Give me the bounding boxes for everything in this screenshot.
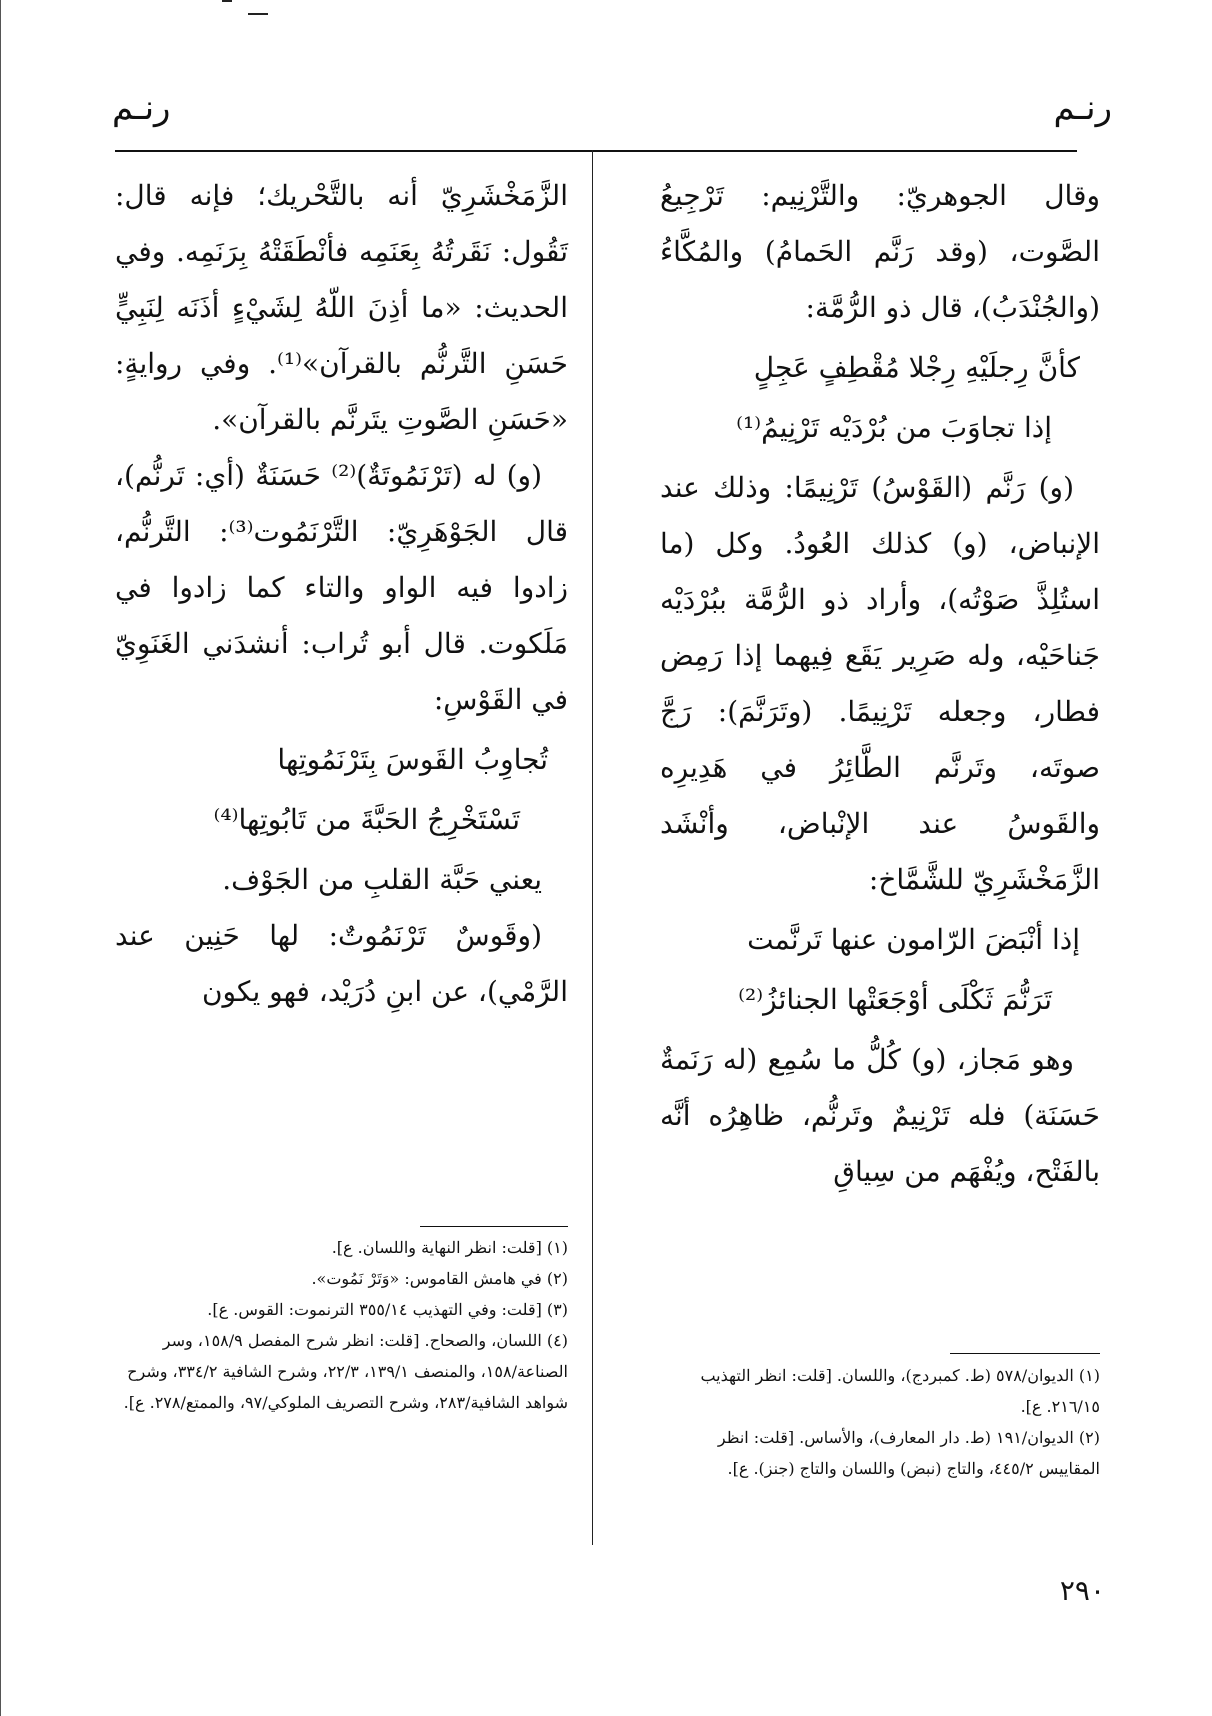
running-header-right: رنـم	[1053, 88, 1112, 128]
verse-line: تَرَنُّمَ ثَكْلَى أوْجَعَتْها الجنائزُ⁽²⁾	[738, 983, 1052, 1016]
verse-line: تَسْتَخْرِجُ الحَبَّةَ من تَابُوتِها⁽⁴⁾	[213, 803, 520, 836]
paragraph: (و) له (تَرْنَمُوتَةٌ)⁽²⁾ حَسَنَةٌ (أي: تَرنُّم)، قال الجَوْهَرِيّ: التَّرْنَمُوت⁽³⁾: التَّرنُّم، زادوا فيه الواو والتاء كما زادوا في مَلَكوت. قال أبو تُراب: أنشدَني الغَنَوِيّ في القَوْسِ:	[115, 459, 568, 716]
paragraph: وهو مَجاز، (و) كُلُّ ما سُمِع (له رَنَمةٌ حَسَنَة) فله تَرْنِيمٌ وتَرنُّم، ظاهِرُه أنَّه بالفَتْح، ويُفْهَم من سِياقِ	[660, 1043, 1100, 1188]
footnote: (٤) اللسان، والصحاح. [قلت: انظر شرح المفصل ١٥٨/٩، وسر الصناعة/١٥٨، والمنصف ١٣٩/١، ٢٢/٣، وشرح الشافية ٣٣٤/٢، وشرح شواهد الشافية/٢٨٣، وشرح التصريف الملوكي/٩٧، والممتع/٢٧٨. ع].	[123, 1331, 568, 1412]
footnote: (٣) [قلت: وفي التهذيب ٣٥٥/١٤ الترنموت: القوس. ع].	[207, 1300, 568, 1319]
footnotes-left	[115, 1232, 568, 1418]
footnote: (١) [قلت: انظر النهاية واللسان. ع].	[331, 1238, 568, 1257]
running-header-left: رنـم	[112, 88, 171, 128]
scan-top-mark	[248, 13, 268, 15]
footnote: (٢) الديوان/١٩١ (ط. دار المعارف)، والأساس. [قلت: انظر المقاييس ٤٤٥/٢، والتاج (نبض) واللسان والتاج (جنز). ع].	[717, 1428, 1100, 1478]
verse-line: إذا أنْبَضَ الرّامون عنها تَرنَّمت	[747, 923, 1080, 956]
right-column	[660, 168, 1100, 1200]
verse-line: كأنَّ رِجلَيْهِ رِجْلا مُقْطِفٍ عَجِلٍ	[753, 351, 1080, 384]
footnote: (٢) في هامش القاموس: «وَتَرْ نَمُوت».	[311, 1269, 568, 1288]
scan-left-edge	[0, 0, 1, 1716]
paragraph: (وقَوسٌ تَرْنَمُوتٌ: لها حَنِين عند الرَّمْي)، عن ابنِ دُرَيْد، فهو يكون	[115, 919, 568, 1008]
page-number: ٢٩٠	[1059, 1574, 1105, 1607]
footnotes-right	[660, 1360, 1100, 1484]
footnote-rule-left	[420, 1226, 568, 1227]
footnote: (١) الديوان/٥٧٨ (ط. كمبردج)، واللسان. [قلت: انظر التهذيب ٢١٦/١٥. ع].	[700, 1366, 1100, 1416]
header-rule	[115, 150, 1077, 152]
paragraph: (و) رَنَّم (القَوْسُ) تَرْنِيمًا: وذلك عند الإنباض، (و) كذلك العُودُ. وكل (ما استُلِذَّ صَوْتُه)، وأراد ذو الرُّمَّة ببُرْدَيْه جَناحَيْه، وله صَرِير يَقَع فِيهما إذا رَمِض فطار، وجعله تَرْنِيمًا. (وتَرَنَّمَ): رَجَّ صوتَه، وتَرنَّم الطَّائِرُ في هَدِيرِه والقَوسُ عند الإنْباض، وأنْشَد الزَّمَخْشَرِيّ للشَّمَّاخ:	[660, 471, 1100, 896]
scan-top-mark	[222, 0, 232, 2]
verse-line: تُجاوِبُ القَوسَ بِتَرْنَمُوتِها	[277, 743, 548, 776]
verse-line: إذا تجاوَبَ من بُرْدَيْه تَرْنِيمُ⁽¹⁾	[736, 411, 1052, 444]
footnote-rule-right	[950, 1353, 1100, 1354]
paragraph: وقال الجوهريّ: والتَّرْنِيم: تَرْجِيعُ الصَّوت، (وقد رَنَّم الحَمامُ) والمُكَّاءُ (والجُنْدَبُ)، قال ذو الرُّمَّة:	[660, 179, 1100, 324]
paragraph: يعني حَبَّة القلبِ من الجَوْف.	[222, 863, 542, 896]
column-divider	[592, 150, 593, 1545]
paragraph: الزَّمَخْشَرِيّ أنه بالتَّحْريك؛ فإنه قال: تَقُول: نَقَرتُهُ بِعَنَمِه فأنْطَقَتْهُ بِرَنَمِه. وفي الحديث: «ما أذِنَ اللّهُ لِشَيْءٍ أذَنَه لِنَبِيٍّ حَسَنِ التَّرنُّم بالقرآن»⁽¹⁾. وفي روايةٍ: «حَسَنِ الصَّوتِ يتَرنَّم بالقرآن».	[115, 179, 568, 436]
left-column	[115, 168, 568, 1020]
